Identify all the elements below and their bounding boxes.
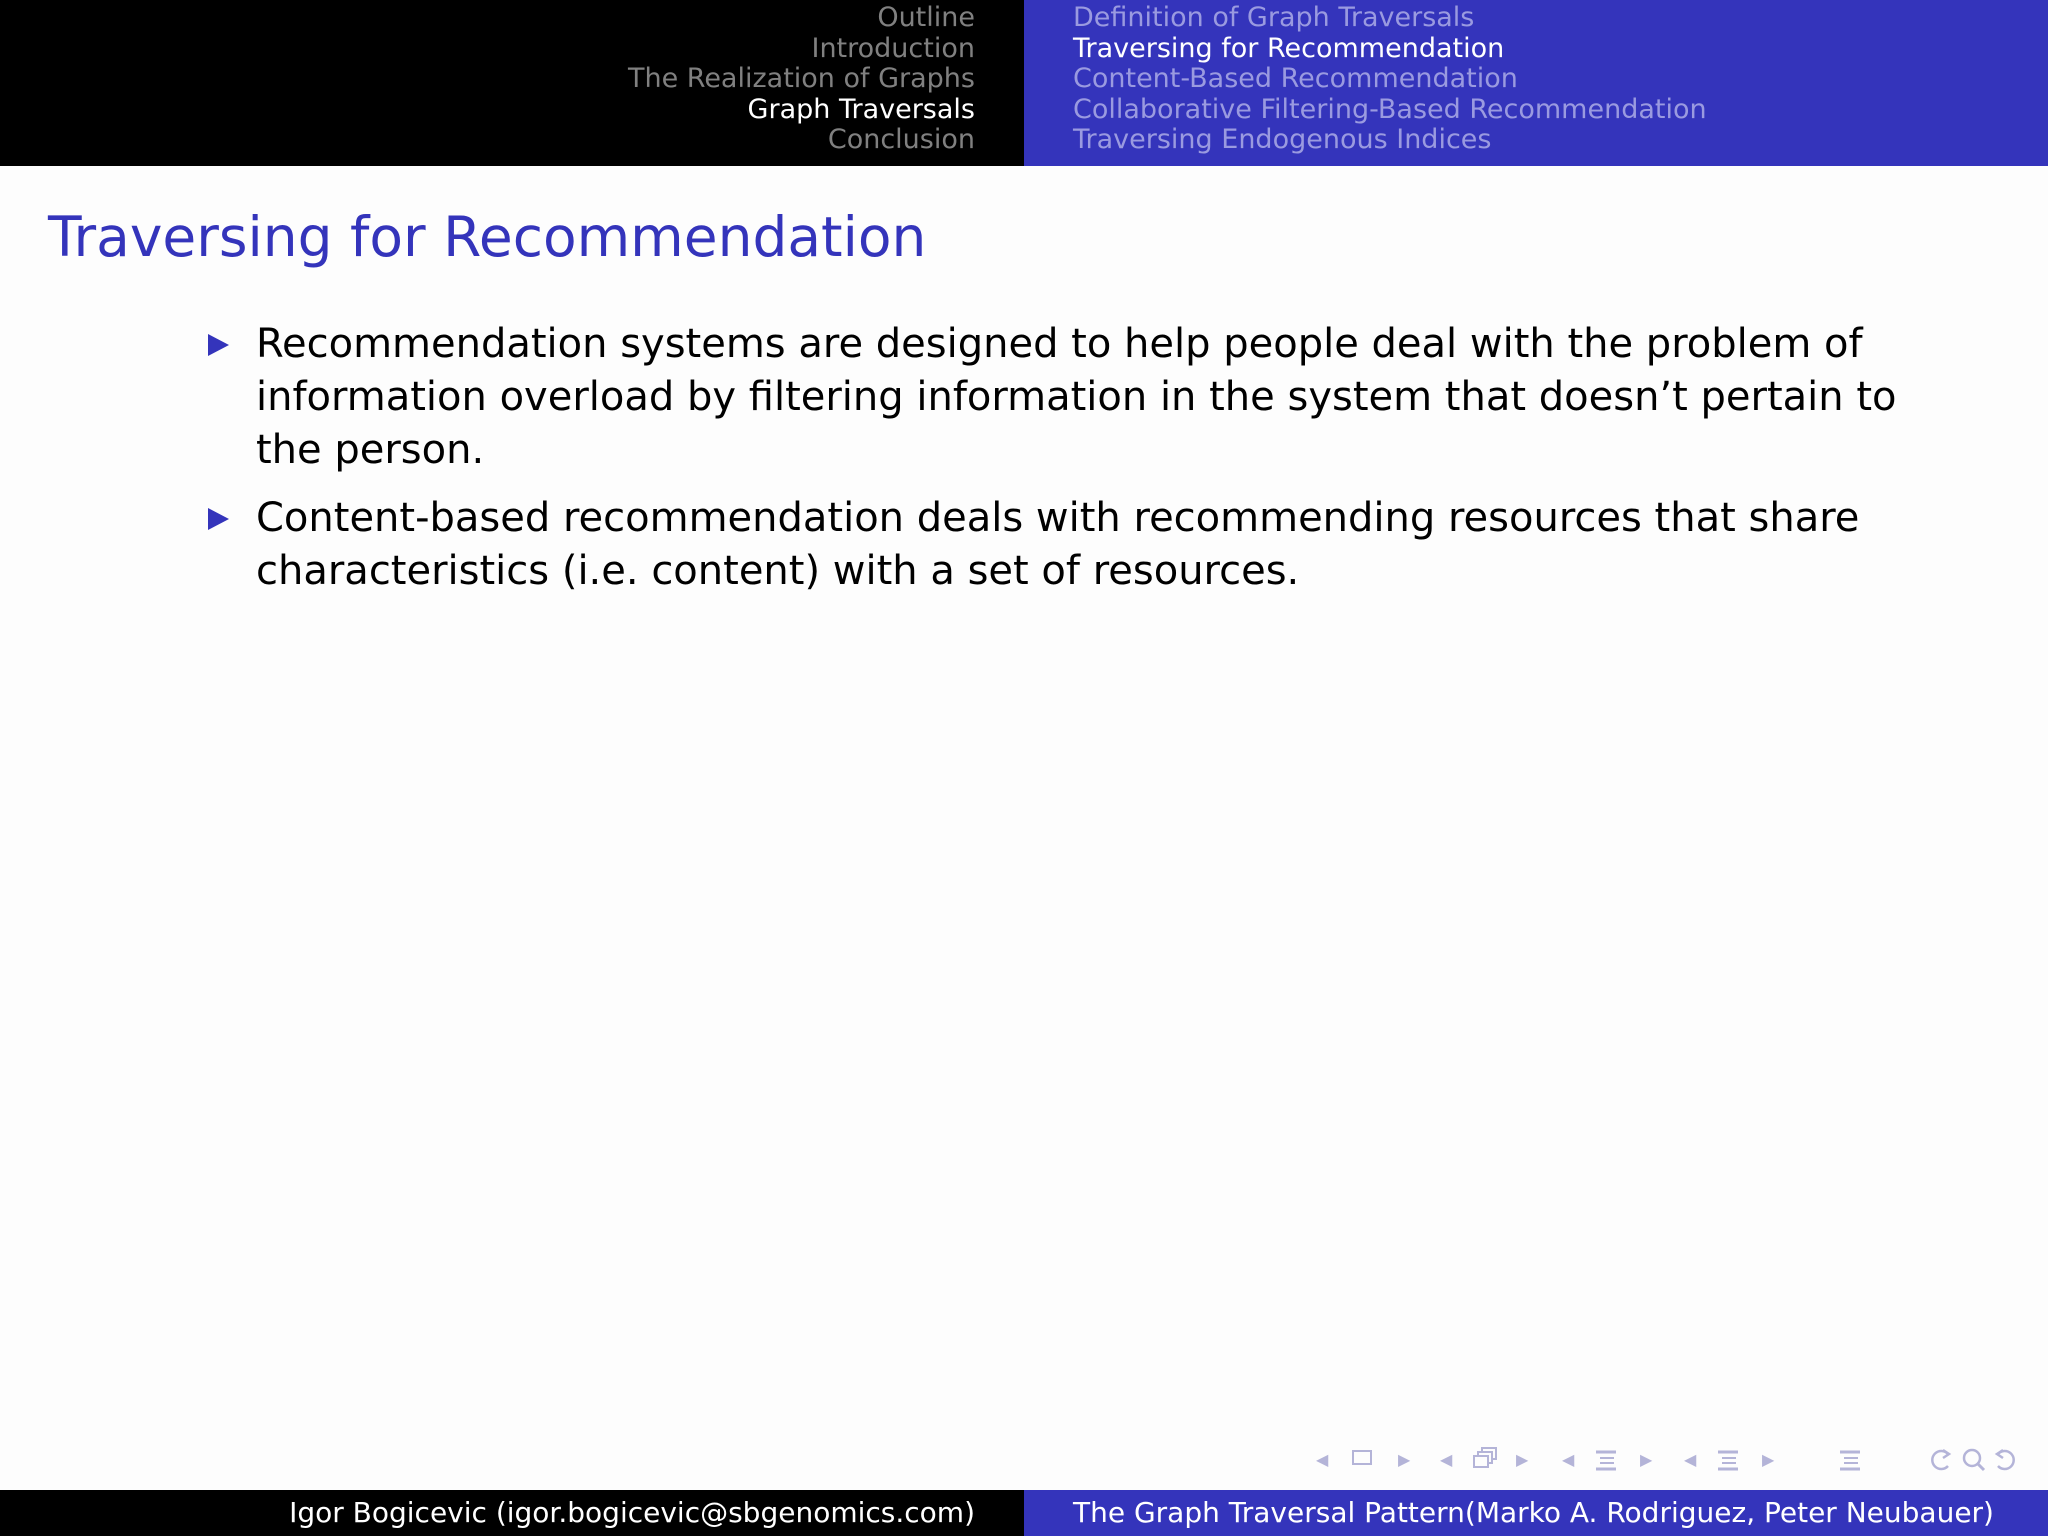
section-item-outline[interactable]: Outline xyxy=(877,2,975,33)
section-lines-icon xyxy=(1716,1448,1742,1472)
frame-content xyxy=(205,318,1905,613)
bullet-text: Content-based recommendation deals with recommending resources that share characteristics (i.e. content) with a set of resources. xyxy=(256,495,1860,594)
next-slide-arrow-icon[interactable]: ▶ xyxy=(1398,1450,1411,1469)
section-item-graph-traversals[interactable]: Graph Traversals xyxy=(747,93,975,125)
next-section-arrow-icon[interactable]: ▶ xyxy=(1762,1450,1775,1469)
subsection-nav-icon[interactable] xyxy=(1594,1448,1620,1472)
slide-nav-icon[interactable] xyxy=(1352,1450,1372,1465)
beamer-navigation-controls xyxy=(1310,1444,2030,1476)
subsection-item-collaborative-filtering[interactable]: Collaborative Filtering-Based Recommendation xyxy=(1073,93,1707,125)
appendix-nav-icon[interactable] xyxy=(1838,1448,1864,1472)
subsection-list xyxy=(1073,3,1707,156)
section-item-introduction[interactable]: Introduction xyxy=(811,32,975,64)
bullet-item xyxy=(205,318,1905,477)
subsection-lines-icon xyxy=(1594,1448,1620,1472)
subsection-item-traversing-for-recommendation[interactable]: Traversing for Recommendation xyxy=(1073,32,1505,64)
footer-bar xyxy=(0,1490,2048,1536)
header-bar xyxy=(0,0,2048,166)
section-item-conclusion[interactable]: Conclusion xyxy=(827,124,975,156)
section-item-realization-of-graphs[interactable]: The Realization of Graphs xyxy=(627,63,975,95)
subsection-item-content-based[interactable]: Content-Based Recommendation xyxy=(1073,63,1518,95)
footer-author-panel xyxy=(0,1490,1024,1536)
prev-slide-arrow-icon[interactable]: ◀ xyxy=(1316,1450,1329,1469)
footer-title: The Graph Traversal Pattern(Marko A. Rodriguez, Peter Neubauer) xyxy=(1073,1496,1994,1529)
bullet-item xyxy=(205,492,1905,598)
search-back-forward-icons[interactable] xyxy=(1926,1446,2026,1474)
next-subsection-arrow-icon[interactable]: ▶ xyxy=(1640,1450,1653,1469)
section-list xyxy=(628,3,975,156)
triangle-bullet-icon xyxy=(208,508,229,530)
subsection-nav-panel xyxy=(1024,0,2048,166)
subsection-item-endogenous-indices[interactable]: Traversing Endogenous Indices xyxy=(1073,124,1492,156)
footer-title-panel xyxy=(1024,1490,2048,1536)
subsection-item-definition[interactable]: Definition of Graph Traversals xyxy=(1073,2,1475,33)
prev-section-arrow-icon[interactable]: ◀ xyxy=(1684,1450,1697,1469)
bullet-text: Recommendation systems are designed to help people deal with the problem of information overload by filtering information in the system that doesn’t pertain to the person. xyxy=(256,321,1897,473)
next-frame-arrow-icon[interactable]: ▶ xyxy=(1516,1450,1529,1469)
document-lines-icon xyxy=(1838,1448,1864,1472)
frame-title: Traversing for Recommendation xyxy=(48,205,927,269)
prev-frame-arrow-icon[interactable]: ◀ xyxy=(1440,1450,1453,1469)
section-nav-panel xyxy=(0,0,1024,166)
section-nav-icon[interactable] xyxy=(1716,1448,1742,1472)
back-search-forward-icon xyxy=(1926,1446,2026,1474)
frame-nav-icon[interactable] xyxy=(1472,1446,1500,1472)
prev-subsection-arrow-icon[interactable]: ◀ xyxy=(1562,1450,1575,1469)
footer-author: Igor Bogicevic (igor.bogicevic@sbgenomics.com) xyxy=(289,1496,975,1529)
triangle-bullet-icon xyxy=(208,334,229,356)
frame-stack-icon xyxy=(1472,1446,1500,1472)
bullet-list xyxy=(205,318,1905,598)
